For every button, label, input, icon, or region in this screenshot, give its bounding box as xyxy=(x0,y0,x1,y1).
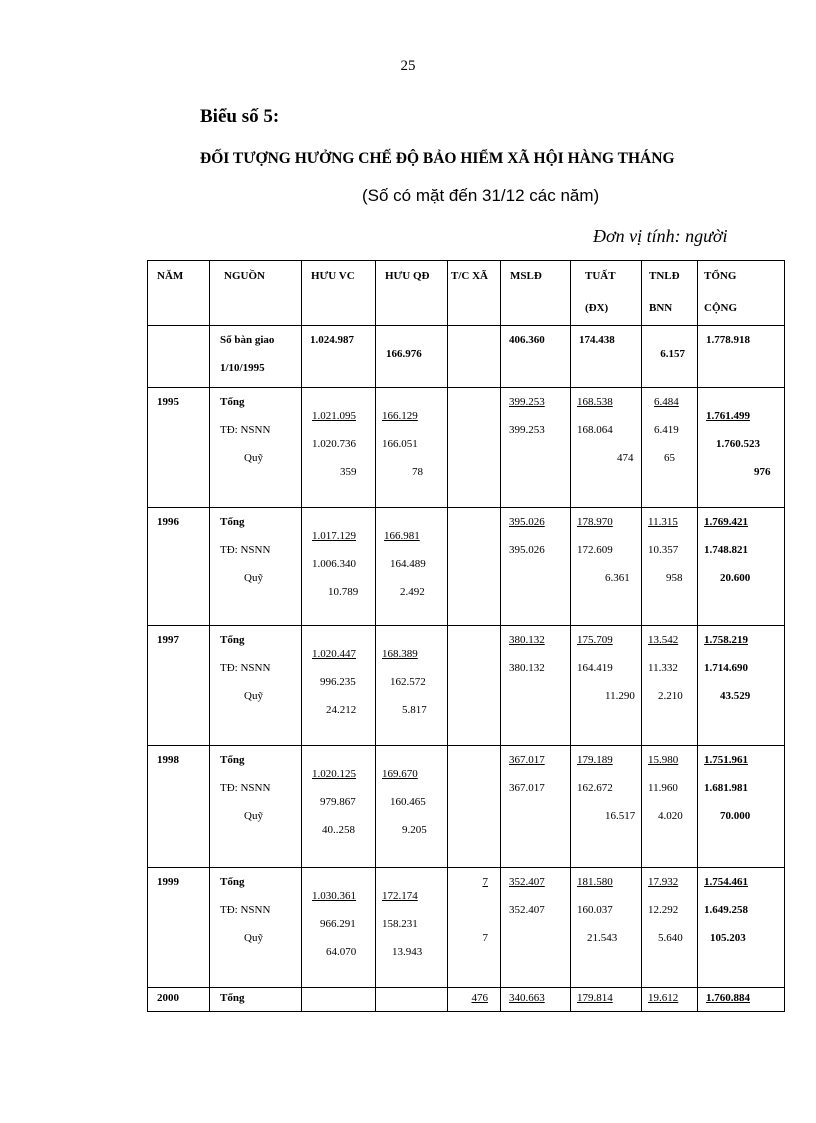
row-label-tong: Tổng xyxy=(220,634,245,646)
row-label-quy: Quỹ xyxy=(244,452,263,464)
cell-tnld-quy: 65 xyxy=(664,452,675,464)
cell-tuat-nsnn: 164.419 xyxy=(577,662,613,674)
row-label-nsnn: TĐ: NSNN xyxy=(220,782,271,794)
page-number: 25 xyxy=(400,58,416,74)
cell-huu-vc-tong: 1.030.361 xyxy=(312,890,356,902)
cell-tuat-tong: 179.189 xyxy=(577,754,613,766)
cell-tong-quy: 43.529 xyxy=(720,690,751,702)
cell-tnld-quy: 2.210 xyxy=(658,690,683,702)
header-tnld-sub: BNN xyxy=(649,302,673,314)
row-label-nsnn: TĐ: NSNN xyxy=(220,904,271,916)
cell-huu-qd-quy: 5.817 xyxy=(402,704,427,716)
cell-tnld-tong: 17.932 xyxy=(648,876,679,888)
row-label-nsnn: TĐ: NSNN xyxy=(220,662,271,674)
cell-tuat-nsnn: 162.672 xyxy=(577,782,613,794)
cell-msld-tong: 399.253 xyxy=(509,396,545,408)
cell-tnld-nsnn: 11.332 xyxy=(648,662,678,674)
handover-huu-qd: 166.976 xyxy=(386,348,422,360)
cell-tnld-tong: 15.980 xyxy=(648,754,679,766)
cell-msld-nsnn: 395.026 xyxy=(509,544,545,556)
cell-tong-tong: 1.751.961 xyxy=(704,754,748,766)
cell-msld-nsnn: 399.253 xyxy=(509,424,545,436)
row-label-tong: Tổng xyxy=(220,876,245,888)
unit-note: Đơn vị tính: người xyxy=(593,226,728,246)
cell-huu-vc-quy: 359 xyxy=(340,466,357,478)
cell-tong-tong: 1.760.884 xyxy=(706,992,750,1004)
year-row-1999 xyxy=(148,868,785,988)
cell-tong-quy: 20.600 xyxy=(720,572,751,584)
cell-huu-vc-tong: 1.017.129 xyxy=(312,530,356,542)
cell-tc-xa-tong: 476 xyxy=(471,992,488,1004)
header-nguon: NGUỒN xyxy=(224,270,265,282)
year-label: 1995 xyxy=(157,396,179,408)
cell-tuat-tong: 178.970 xyxy=(577,516,613,528)
cell-huu-qd-tong: 172.174 xyxy=(382,890,418,902)
cell-tnld-nsnn: 10.357 xyxy=(648,544,679,556)
row-label-tong: Tổng xyxy=(220,992,245,1004)
handover-date: 1/10/1995 xyxy=(220,362,265,374)
cell-huu-qd-quy: 2.492 xyxy=(400,586,425,598)
cell-tuat-quy: 474 xyxy=(617,452,634,464)
cell-tuat-quy: 21.543 xyxy=(587,932,618,944)
year-label: 2000 xyxy=(157,992,179,1004)
header-huu-vc: HƯU VC xyxy=(311,270,355,282)
table-title: ĐỐI TƯỢNG HƯỞNG CHẾ ĐỘ BẢO HIỂM XÃ HỘI HÀNG THÁNG xyxy=(200,150,675,167)
header-row xyxy=(148,261,785,326)
cell-huu-qd-nsnn: 164.489 xyxy=(390,558,426,570)
cell-huu-qd-quy: 78 xyxy=(412,466,423,478)
table-subtitle: (Số có mặt đến 31/12 các năm) xyxy=(362,186,600,205)
row-label-tong: Tổng xyxy=(220,516,245,528)
cell-huu-vc-nsnn: 979.867 xyxy=(320,796,356,808)
cell-tuat-tong: 179.814 xyxy=(577,992,613,1004)
year-row-2000 xyxy=(148,988,785,1012)
cell-tong-tong: 1.754.461 xyxy=(704,876,748,888)
year-label: 1999 xyxy=(157,876,179,888)
row-label-quy: Quỹ xyxy=(244,572,263,584)
cell-msld-tong: 340.663 xyxy=(509,992,545,1004)
cell-tnld-nsnn: 6.419 xyxy=(654,424,679,436)
cell-tuat-tong: 181.580 xyxy=(577,876,613,888)
cell-tong-nsnn: 1.714.690 xyxy=(704,662,748,674)
cell-tong-tong: 1.758.219 xyxy=(704,634,748,646)
year-label: 1996 xyxy=(157,516,179,528)
cell-tc-xa-quy: 7 xyxy=(482,932,488,944)
row-label-quy: Quỹ xyxy=(244,932,263,944)
handover-tuat: 174.438 xyxy=(579,334,615,346)
cell-huu-qd-nsnn: 160.465 xyxy=(390,796,426,808)
cell-tnld-quy: 958 xyxy=(666,572,683,584)
handover-huu-vc: 1.024.987 xyxy=(310,334,354,346)
cell-tc-xa-tong: 7 xyxy=(482,876,488,888)
handover-tnld: 6.157 xyxy=(660,348,685,360)
cell-huu-qd-tong: 168.389 xyxy=(382,648,418,660)
year-label: 1998 xyxy=(157,754,179,766)
cell-huu-vc-nsnn: 1.020.736 xyxy=(312,438,356,450)
handover-tong: 1.778.918 xyxy=(706,334,750,346)
year-row-1996 xyxy=(148,508,785,626)
year-row-1995 xyxy=(148,388,785,508)
cell-tnld-nsnn: 11.960 xyxy=(648,782,678,794)
cell-msld-tong: 352.407 xyxy=(509,876,545,888)
cell-tc-xa-nsnn xyxy=(448,896,488,924)
row-label-tong: Tổng xyxy=(220,754,245,766)
year-row-1997 xyxy=(148,626,785,746)
cell-msld-tong: 380.132 xyxy=(509,634,545,646)
cell-tuat-quy: 11.290 xyxy=(605,690,635,702)
cell-tnld-quy: 5.640 xyxy=(658,932,683,944)
cell-tong-tong: 1.761.499 xyxy=(706,410,750,422)
header-huu-qd: HƯU QĐ xyxy=(385,270,430,282)
cell-huu-vc-quy: 40..258 xyxy=(322,824,355,836)
cell-tong-tong: 1.769.421 xyxy=(704,516,748,528)
cell-msld-tong: 395.026 xyxy=(509,516,545,528)
table-heading: Biểu số 5: xyxy=(200,106,280,127)
cell-huu-qd-quy: 9.205 xyxy=(402,824,427,836)
cell-huu-qd-nsnn: 166.051 xyxy=(382,438,418,450)
cell-huu-qd-tong: 166.981 xyxy=(384,530,420,542)
header-tuat-sub: (ĐX) xyxy=(585,302,609,314)
row-label-tong: Tổng xyxy=(220,396,245,408)
cell-tuat-nsnn: 172.609 xyxy=(577,544,613,556)
cell-tnld-tong: 11.315 xyxy=(648,516,678,528)
header-msld: MSLĐ xyxy=(510,270,542,282)
cell-huu-vc-nsnn: 1.006.340 xyxy=(312,558,356,570)
row-label-quy: Quỹ xyxy=(244,690,263,702)
cell-tnld-quy: 4.020 xyxy=(658,810,683,822)
cell-huu-vc-tong: 1.021.095 xyxy=(312,410,356,422)
cell-msld-nsnn: 380.132 xyxy=(509,662,545,674)
row-label-nsnn: TĐ: NSNN xyxy=(220,424,271,436)
cell-tnld-nsnn: 12.292 xyxy=(648,904,679,916)
cell-tong-nsnn: 1.748.821 xyxy=(704,544,748,556)
cell-tong-quy: 976 xyxy=(754,466,771,478)
cell-huu-qd-tong: 169.670 xyxy=(382,768,418,780)
year-row-1998 xyxy=(148,746,785,868)
cell-msld-nsnn: 352.407 xyxy=(509,904,545,916)
cell-huu-vc-quy: 24.212 xyxy=(326,704,357,716)
header-tc-xa: T/C XÃ xyxy=(451,270,488,282)
handover-msld: 406.360 xyxy=(509,334,545,346)
cell-tuat-quy: 16.517 xyxy=(605,810,636,822)
header-nam: NĂM xyxy=(157,270,184,282)
header-tuat: TUẤT xyxy=(585,270,616,282)
cell-huu-vc-nsnn: 996.235 xyxy=(320,676,356,688)
header-tong-sub: CỘNG xyxy=(704,302,737,314)
cell-tong-nsnn: 1.649.258 xyxy=(704,904,748,916)
row-label-nsnn: TĐ: NSNN xyxy=(220,544,271,556)
cell-tnld-tong: 6.484 xyxy=(654,396,679,408)
year-label: 1997 xyxy=(157,634,179,646)
cell-huu-qd-quy: 13.943 xyxy=(392,946,423,958)
header-tnld: TNLĐ xyxy=(649,270,680,282)
row-label-quy: Quỹ xyxy=(244,810,263,822)
cell-huu-qd-tong: 166.129 xyxy=(382,410,418,422)
cell-tnld-tong: 13.542 xyxy=(648,634,679,646)
cell-tong-nsnn: 1.681.981 xyxy=(704,782,748,794)
cell-huu-vc-tong: 1.020.125 xyxy=(312,768,356,780)
cell-msld-tong: 367.017 xyxy=(509,754,545,766)
cell-tuat-tong: 168.538 xyxy=(577,396,613,408)
cell-msld-nsnn: 367.017 xyxy=(509,782,545,794)
cell-tong-quy: 70.000 xyxy=(720,810,751,822)
handover-source: Số bàn giao xyxy=(220,334,275,346)
cell-huu-vc-quy: 64.070 xyxy=(326,946,357,958)
cell-tong-quy: 105.203 xyxy=(710,932,746,944)
cell-huu-vc-nsnn: 966.291 xyxy=(320,918,356,930)
cell-huu-qd-nsnn: 162.572 xyxy=(390,676,426,688)
cell-tuat-nsnn: 160.037 xyxy=(577,904,613,916)
header-tong: TỔNG xyxy=(704,270,737,282)
cell-tuat-quy: 6.361 xyxy=(605,572,630,584)
cell-tnld-tong: 19.612 xyxy=(648,992,679,1004)
cell-huu-qd-nsnn: 158.231 xyxy=(382,918,418,930)
cell-tuat-tong: 175.709 xyxy=(577,634,613,646)
cell-huu-vc-quy: 10.789 xyxy=(328,586,359,598)
cell-tong-nsnn: 1.760.523 xyxy=(716,438,760,450)
cell-huu-vc-tong: 1.020.447 xyxy=(312,648,356,660)
cell-tuat-nsnn: 168.064 xyxy=(577,424,613,436)
handover-row xyxy=(148,326,785,388)
insurance-table xyxy=(147,260,785,1012)
